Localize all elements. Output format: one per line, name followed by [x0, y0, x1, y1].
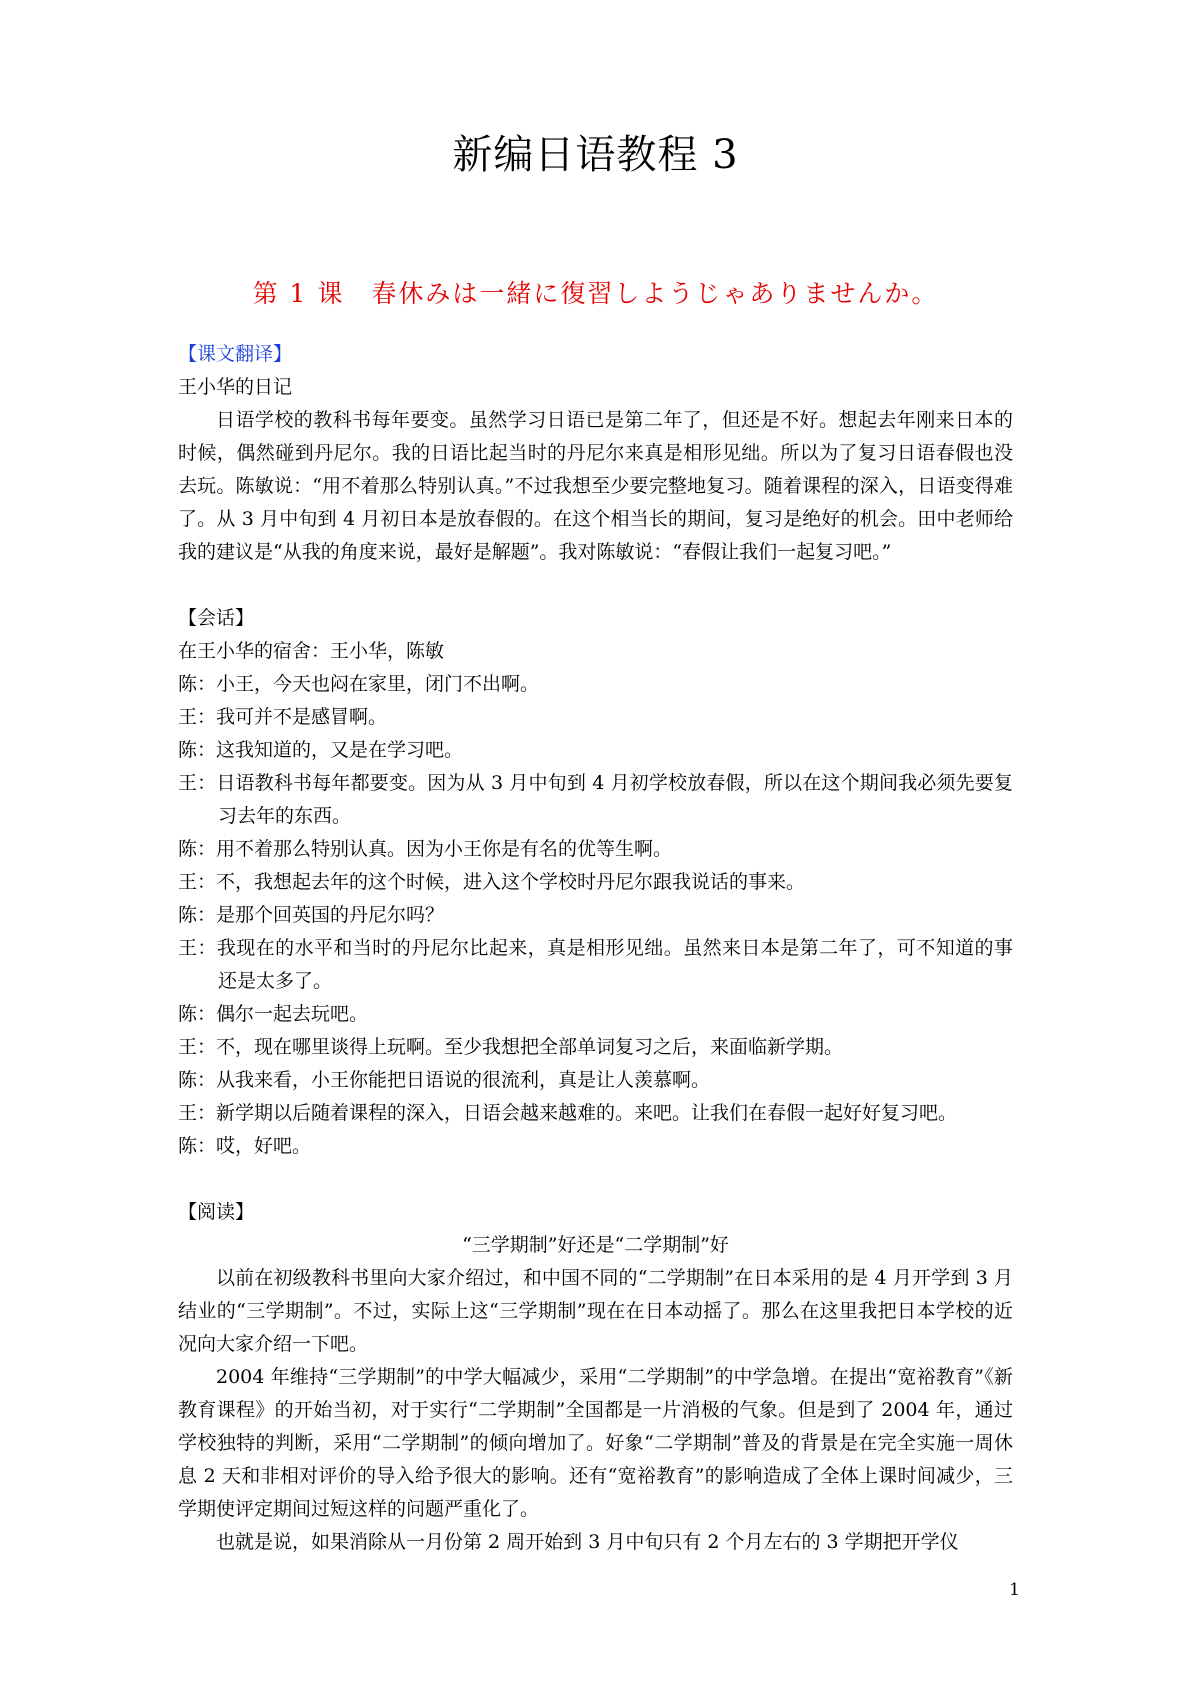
conversation-heading: 【会话】: [178, 607, 255, 629]
reading-paragraph: 以前在初级教科书里向大家介绍过，和中国不同的“二学期制”在日本采用的是 4 月开学到 3 月结业的“三学期制”。不过，实际上这“三学期制”现在在日本动摇了。那么在这里我把日本学校的近况向大家介绍一下吧。: [178, 1267, 1013, 1355]
translation-heading: 【课文翻译】: [178, 343, 293, 365]
reading-paragraph: 2004 年维持“三学期制”的中学大幅减少，采用“二学期制”的中学急增。在提出“宽裕教育”《新教育课程》的开始当初，对于实行“二学期制”全国都是一片消极的气象。但是到了 2004 年，通过学校独特的判断，采用“二学期制”的倾向增加了。好象“二学期制”普及的背景是在完全实施一周休息 2 天和非相对评价的导入给予很大的影响。还有“宽裕教育”的影响造成了全体上课时间减少，三学期使评定期间过短这样的问题严重化了。: [178, 1366, 1013, 1520]
dialogue-line: 陈：这我知道的，又是在学习吧。: [178, 739, 464, 761]
translation-subtitle: 王小华的日记: [178, 376, 293, 398]
conversation-setting: 在王小华的宿舍：王小华，陈敏: [178, 640, 445, 662]
document-body: [178, 338, 1013, 1559]
section-spacer: [178, 569, 1013, 602]
dialogue-line: 王：不，现在哪里谈得上玩啊。至少我想把全部单词复习之后，来面临新学期。: [178, 1036, 844, 1058]
dialogue-line: 陈：哎，好吧。: [178, 1135, 312, 1157]
dialogue-line: 王：新学期以后随着课程的深入，日语会越来越难的。来吧。让我们在春假一起好好复习吧。: [178, 1102, 958, 1124]
dialogue-line: 陈：是那个回英国的丹尼尔吗？: [178, 904, 445, 926]
dialogue-line: 王：不，我想起去年的这个时候，进入这个学校时丹尼尔跟我说话的事来。: [178, 871, 806, 893]
dialogue-line: 陈：小王，今天也闷在家里，闭门不出啊。: [178, 673, 540, 695]
lesson-title: 第 1 课 春休みは一緒に復習しようじゃありませんか。: [252, 279, 939, 308]
dialogue-line: 王：我可并不是感冒啊。: [178, 706, 388, 728]
page-number: 1: [1009, 1580, 1020, 1600]
dialogue-line: 王：日语教科书每年都要变。因为从 3 月中旬到 4 月初学校放春假，所以在这个期间我必须先要复习去年的东西。: [178, 772, 1013, 827]
dialogue-line: 王：我现在的水平和当时的丹尼尔比起来，真是相形见绌。虽然来日本是第二年了，可不知道的事还是太多了。: [178, 937, 1013, 992]
reading-heading: 【阅读】: [178, 1201, 255, 1223]
dialogue-line: 陈：从我来看，小王你能把日语说的很流利，真是让人羡慕啊。: [178, 1069, 711, 1091]
dialogue-line: 陈：偶尔一起去玩吧。: [178, 1003, 369, 1025]
reading-title: “三学期制”好还是“二学期制”好: [462, 1234, 729, 1256]
dialogue-line: 陈：用不着那么特别认真。因为小王你是有名的优等生啊。: [178, 838, 673, 860]
translation-paragraph: 日语学校的教科书每年要变。虽然学习日语已是第二年了，但还是不好。想起去年刚来日本的时候，偶然碰到丹尼尔。我的日语比起当时的丹尼尔来真是相形见绌。所以为了复习日语春假也没去玩。陈敏说：“用不着那么特别认真。”不过我想至少要完整地复习。随着课程的深入，日语变得难了。从 3 月中旬到 4 月初日本是放春假的。在这个相当长的期间，复习是绝好的机会。田中老师给我的建议是“从我的角度来说，最好是解题”。我对陈敏说：“春假让我们一起复习吧。”: [178, 409, 1013, 563]
section-spacer: [178, 1163, 1013, 1196]
reading-paragraph: 也就是说，如果消除从一月份第 2 周开始到 3 月中旬只有 2 个月左右的 3 学期把开学仪: [216, 1531, 959, 1553]
document-title: 新编日语教程 3: [452, 132, 739, 178]
